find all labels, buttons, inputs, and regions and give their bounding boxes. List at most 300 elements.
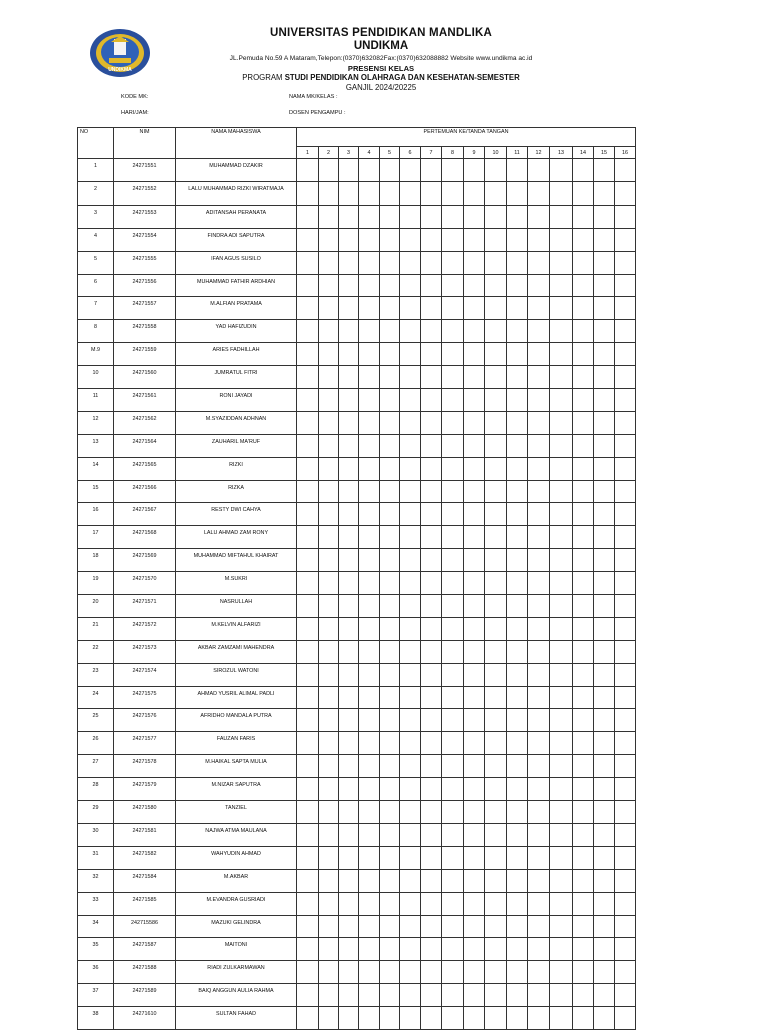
signature-cell[interactable] — [339, 938, 359, 961]
signature-cell[interactable] — [297, 823, 319, 846]
signature-cell[interactable] — [528, 732, 550, 755]
signature-cell[interactable] — [528, 297, 550, 320]
signature-cell[interactable] — [594, 869, 615, 892]
signature-cell[interactable] — [319, 503, 339, 526]
signature-cell[interactable] — [573, 251, 594, 274]
signature-cell[interactable] — [319, 320, 339, 343]
signature-cell[interactable] — [464, 480, 485, 503]
signature-cell[interactable] — [507, 549, 528, 572]
signature-cell[interactable] — [615, 709, 636, 732]
signature-cell[interactable] — [485, 984, 507, 1007]
signature-cell[interactable] — [400, 320, 421, 343]
signature-cell[interactable] — [485, 389, 507, 412]
signature-cell[interactable] — [485, 801, 507, 824]
signature-cell[interactable] — [380, 320, 400, 343]
signature-cell[interactable] — [442, 274, 464, 297]
signature-cell[interactable] — [297, 274, 319, 297]
signature-cell[interactable] — [615, 434, 636, 457]
signature-cell[interactable] — [573, 938, 594, 961]
signature-cell[interactable] — [297, 389, 319, 412]
signature-cell[interactable] — [615, 869, 636, 892]
signature-cell[interactable] — [528, 526, 550, 549]
signature-cell[interactable] — [359, 869, 380, 892]
signature-cell[interactable] — [485, 755, 507, 778]
signature-cell[interactable] — [594, 663, 615, 686]
signature-cell[interactable] — [464, 1007, 485, 1030]
signature-cell[interactable] — [442, 228, 464, 251]
signature-cell[interactable] — [400, 389, 421, 412]
signature-cell[interactable] — [464, 549, 485, 572]
signature-cell[interactable] — [507, 251, 528, 274]
signature-cell[interactable] — [319, 663, 339, 686]
signature-cell[interactable] — [400, 595, 421, 618]
signature-cell[interactable] — [359, 801, 380, 824]
signature-cell[interactable] — [615, 732, 636, 755]
signature-cell[interactable] — [485, 572, 507, 595]
signature-cell[interactable] — [573, 709, 594, 732]
signature-cell[interactable] — [550, 205, 573, 228]
signature-cell[interactable] — [421, 480, 442, 503]
signature-cell[interactable] — [319, 686, 339, 709]
signature-cell[interactable] — [380, 389, 400, 412]
signature-cell[interactable] — [319, 938, 339, 961]
signature-cell[interactable] — [485, 663, 507, 686]
signature-cell[interactable] — [594, 640, 615, 663]
signature-cell[interactable] — [400, 159, 421, 182]
signature-cell[interactable] — [421, 732, 442, 755]
signature-cell[interactable] — [442, 457, 464, 480]
signature-cell[interactable] — [615, 572, 636, 595]
signature-cell[interactable] — [400, 228, 421, 251]
signature-cell[interactable] — [297, 595, 319, 618]
signature-cell[interactable] — [380, 686, 400, 709]
signature-cell[interactable] — [507, 297, 528, 320]
signature-cell[interactable] — [550, 755, 573, 778]
signature-cell[interactable] — [550, 181, 573, 205]
signature-cell[interactable] — [550, 915, 573, 938]
signature-cell[interactable] — [528, 709, 550, 732]
signature-cell[interactable] — [339, 434, 359, 457]
signature-cell[interactable] — [464, 984, 485, 1007]
signature-cell[interactable] — [400, 366, 421, 389]
signature-cell[interactable] — [528, 228, 550, 251]
signature-cell[interactable] — [380, 343, 400, 366]
signature-cell[interactable] — [380, 411, 400, 434]
signature-cell[interactable] — [359, 961, 380, 984]
signature-cell[interactable] — [297, 984, 319, 1007]
signature-cell[interactable] — [507, 984, 528, 1007]
signature-cell[interactable] — [442, 732, 464, 755]
signature-cell[interactable] — [485, 181, 507, 205]
signature-cell[interactable] — [339, 778, 359, 801]
signature-cell[interactable] — [359, 732, 380, 755]
signature-cell[interactable] — [297, 572, 319, 595]
signature-cell[interactable] — [485, 1007, 507, 1030]
signature-cell[interactable] — [421, 1007, 442, 1030]
signature-cell[interactable] — [507, 389, 528, 412]
signature-cell[interactable] — [485, 549, 507, 572]
signature-cell[interactable] — [464, 961, 485, 984]
signature-cell[interactable] — [550, 1007, 573, 1030]
signature-cell[interactable] — [573, 503, 594, 526]
signature-cell[interactable] — [421, 389, 442, 412]
signature-cell[interactable] — [359, 411, 380, 434]
signature-cell[interactable] — [359, 549, 380, 572]
signature-cell[interactable] — [550, 846, 573, 869]
signature-cell[interactable] — [615, 320, 636, 343]
signature-cell[interactable] — [421, 411, 442, 434]
signature-cell[interactable] — [615, 343, 636, 366]
signature-cell[interactable] — [421, 938, 442, 961]
signature-cell[interactable] — [319, 205, 339, 228]
signature-cell[interactable] — [421, 915, 442, 938]
signature-cell[interactable] — [319, 709, 339, 732]
signature-cell[interactable] — [442, 801, 464, 824]
signature-cell[interactable] — [615, 228, 636, 251]
signature-cell[interactable] — [573, 961, 594, 984]
signature-cell[interactable] — [380, 366, 400, 389]
signature-cell[interactable] — [464, 823, 485, 846]
signature-cell[interactable] — [528, 205, 550, 228]
signature-cell[interactable] — [615, 480, 636, 503]
signature-cell[interactable] — [421, 686, 442, 709]
signature-cell[interactable] — [319, 457, 339, 480]
signature-cell[interactable] — [464, 228, 485, 251]
signature-cell[interactable] — [400, 526, 421, 549]
signature-cell[interactable] — [485, 274, 507, 297]
signature-cell[interactable] — [507, 205, 528, 228]
signature-cell[interactable] — [421, 434, 442, 457]
signature-cell[interactable] — [615, 457, 636, 480]
signature-cell[interactable] — [485, 709, 507, 732]
signature-cell[interactable] — [573, 640, 594, 663]
signature-cell[interactable] — [573, 595, 594, 618]
signature-cell[interactable] — [400, 434, 421, 457]
signature-cell[interactable] — [421, 617, 442, 640]
signature-cell[interactable] — [464, 274, 485, 297]
signature-cell[interactable] — [442, 572, 464, 595]
signature-cell[interactable] — [528, 480, 550, 503]
signature-cell[interactable] — [339, 480, 359, 503]
signature-cell[interactable] — [594, 503, 615, 526]
signature-cell[interactable] — [464, 915, 485, 938]
signature-cell[interactable] — [297, 892, 319, 915]
signature-cell[interactable] — [359, 366, 380, 389]
signature-cell[interactable] — [400, 205, 421, 228]
signature-cell[interactable] — [594, 686, 615, 709]
signature-cell[interactable] — [297, 709, 319, 732]
signature-cell[interactable] — [339, 892, 359, 915]
signature-cell[interactable] — [528, 503, 550, 526]
signature-cell[interactable] — [464, 205, 485, 228]
signature-cell[interactable] — [297, 938, 319, 961]
signature-cell[interactable] — [442, 389, 464, 412]
signature-cell[interactable] — [485, 320, 507, 343]
signature-cell[interactable] — [594, 709, 615, 732]
signature-cell[interactable] — [442, 686, 464, 709]
signature-cell[interactable] — [421, 892, 442, 915]
signature-cell[interactable] — [319, 526, 339, 549]
signature-cell[interactable] — [573, 686, 594, 709]
signature-cell[interactable] — [442, 595, 464, 618]
signature-cell[interactable] — [573, 320, 594, 343]
signature-cell[interactable] — [421, 755, 442, 778]
signature-cell[interactable] — [339, 297, 359, 320]
signature-cell[interactable] — [550, 732, 573, 755]
signature-cell[interactable] — [442, 480, 464, 503]
signature-cell[interactable] — [421, 572, 442, 595]
signature-cell[interactable] — [485, 915, 507, 938]
signature-cell[interactable] — [400, 572, 421, 595]
signature-cell[interactable] — [400, 846, 421, 869]
signature-cell[interactable] — [615, 1007, 636, 1030]
signature-cell[interactable] — [550, 503, 573, 526]
signature-cell[interactable] — [339, 961, 359, 984]
signature-cell[interactable] — [442, 503, 464, 526]
signature-cell[interactable] — [442, 297, 464, 320]
signature-cell[interactable] — [573, 480, 594, 503]
signature-cell[interactable] — [507, 617, 528, 640]
signature-cell[interactable] — [380, 617, 400, 640]
signature-cell[interactable] — [573, 159, 594, 182]
signature-cell[interactable] — [442, 251, 464, 274]
signature-cell[interactable] — [297, 1007, 319, 1030]
signature-cell[interactable] — [442, 984, 464, 1007]
signature-cell[interactable] — [400, 755, 421, 778]
signature-cell[interactable] — [615, 389, 636, 412]
signature-cell[interactable] — [297, 778, 319, 801]
signature-cell[interactable] — [297, 434, 319, 457]
signature-cell[interactable] — [507, 1007, 528, 1030]
signature-cell[interactable] — [339, 686, 359, 709]
signature-cell[interactable] — [507, 892, 528, 915]
signature-cell[interactable] — [594, 846, 615, 869]
signature-cell[interactable] — [550, 320, 573, 343]
signature-cell[interactable] — [359, 274, 380, 297]
signature-cell[interactable] — [573, 732, 594, 755]
signature-cell[interactable] — [550, 709, 573, 732]
signature-cell[interactable] — [594, 938, 615, 961]
signature-cell[interactable] — [442, 869, 464, 892]
signature-cell[interactable] — [421, 801, 442, 824]
signature-cell[interactable] — [380, 228, 400, 251]
signature-cell[interactable] — [594, 343, 615, 366]
signature-cell[interactable] — [297, 755, 319, 778]
signature-cell[interactable] — [380, 549, 400, 572]
signature-cell[interactable] — [339, 915, 359, 938]
signature-cell[interactable] — [615, 984, 636, 1007]
signature-cell[interactable] — [339, 572, 359, 595]
signature-cell[interactable] — [594, 892, 615, 915]
signature-cell[interactable] — [464, 869, 485, 892]
signature-cell[interactable] — [359, 663, 380, 686]
signature-cell[interactable] — [594, 457, 615, 480]
signature-cell[interactable] — [359, 755, 380, 778]
signature-cell[interactable] — [594, 480, 615, 503]
signature-cell[interactable] — [297, 181, 319, 205]
signature-cell[interactable] — [464, 343, 485, 366]
signature-cell[interactable] — [464, 297, 485, 320]
signature-cell[interactable] — [339, 640, 359, 663]
signature-cell[interactable] — [550, 640, 573, 663]
signature-cell[interactable] — [297, 251, 319, 274]
signature-cell[interactable] — [507, 595, 528, 618]
signature-cell[interactable] — [400, 503, 421, 526]
signature-cell[interactable] — [380, 595, 400, 618]
signature-cell[interactable] — [507, 320, 528, 343]
signature-cell[interactable] — [339, 709, 359, 732]
signature-cell[interactable] — [319, 549, 339, 572]
signature-cell[interactable] — [615, 595, 636, 618]
signature-cell[interactable] — [400, 961, 421, 984]
signature-cell[interactable] — [464, 411, 485, 434]
signature-cell[interactable] — [615, 846, 636, 869]
signature-cell[interactable] — [400, 732, 421, 755]
signature-cell[interactable] — [507, 526, 528, 549]
signature-cell[interactable] — [615, 915, 636, 938]
signature-cell[interactable] — [319, 389, 339, 412]
signature-cell[interactable] — [359, 205, 380, 228]
signature-cell[interactable] — [380, 732, 400, 755]
signature-cell[interactable] — [297, 228, 319, 251]
signature-cell[interactable] — [442, 366, 464, 389]
signature-cell[interactable] — [380, 181, 400, 205]
signature-cell[interactable] — [615, 159, 636, 182]
signature-cell[interactable] — [550, 595, 573, 618]
signature-cell[interactable] — [507, 503, 528, 526]
signature-cell[interactable] — [380, 984, 400, 1007]
signature-cell[interactable] — [573, 1007, 594, 1030]
signature-cell[interactable] — [442, 663, 464, 686]
signature-cell[interactable] — [400, 778, 421, 801]
signature-cell[interactable] — [507, 709, 528, 732]
signature-cell[interactable] — [421, 366, 442, 389]
signature-cell[interactable] — [528, 343, 550, 366]
signature-cell[interactable] — [550, 159, 573, 182]
signature-cell[interactable] — [528, 755, 550, 778]
signature-cell[interactable] — [528, 801, 550, 824]
signature-cell[interactable] — [339, 732, 359, 755]
signature-cell[interactable] — [400, 297, 421, 320]
signature-cell[interactable] — [528, 823, 550, 846]
signature-cell[interactable] — [319, 274, 339, 297]
signature-cell[interactable] — [380, 457, 400, 480]
signature-cell[interactable] — [442, 915, 464, 938]
signature-cell[interactable] — [442, 617, 464, 640]
signature-cell[interactable] — [421, 595, 442, 618]
signature-cell[interactable] — [359, 297, 380, 320]
signature-cell[interactable] — [615, 297, 636, 320]
signature-cell[interactable] — [421, 778, 442, 801]
signature-cell[interactable] — [400, 274, 421, 297]
signature-cell[interactable] — [485, 480, 507, 503]
signature-cell[interactable] — [464, 503, 485, 526]
signature-cell[interactable] — [442, 823, 464, 846]
signature-cell[interactable] — [573, 869, 594, 892]
signature-cell[interactable] — [528, 549, 550, 572]
signature-cell[interactable] — [464, 801, 485, 824]
signature-cell[interactable] — [380, 526, 400, 549]
signature-cell[interactable] — [400, 869, 421, 892]
signature-cell[interactable] — [380, 503, 400, 526]
signature-cell[interactable] — [485, 892, 507, 915]
signature-cell[interactable] — [550, 869, 573, 892]
signature-cell[interactable] — [550, 434, 573, 457]
signature-cell[interactable] — [319, 366, 339, 389]
signature-cell[interactable] — [421, 503, 442, 526]
signature-cell[interactable] — [550, 549, 573, 572]
signature-cell[interactable] — [400, 686, 421, 709]
signature-cell[interactable] — [319, 572, 339, 595]
signature-cell[interactable] — [442, 938, 464, 961]
signature-cell[interactable] — [297, 343, 319, 366]
signature-cell[interactable] — [400, 801, 421, 824]
signature-cell[interactable] — [615, 938, 636, 961]
signature-cell[interactable] — [359, 457, 380, 480]
signature-cell[interactable] — [421, 846, 442, 869]
signature-cell[interactable] — [380, 640, 400, 663]
signature-cell[interactable] — [615, 617, 636, 640]
signature-cell[interactable] — [400, 480, 421, 503]
signature-cell[interactable] — [359, 572, 380, 595]
signature-cell[interactable] — [339, 366, 359, 389]
signature-cell[interactable] — [464, 434, 485, 457]
signature-cell[interactable] — [507, 480, 528, 503]
signature-cell[interactable] — [400, 549, 421, 572]
signature-cell[interactable] — [485, 732, 507, 755]
signature-cell[interactable] — [319, 778, 339, 801]
signature-cell[interactable] — [297, 205, 319, 228]
signature-cell[interactable] — [464, 938, 485, 961]
signature-cell[interactable] — [573, 205, 594, 228]
signature-cell[interactable] — [319, 984, 339, 1007]
signature-cell[interactable] — [550, 778, 573, 801]
signature-cell[interactable] — [421, 159, 442, 182]
signature-cell[interactable] — [442, 1007, 464, 1030]
signature-cell[interactable] — [507, 801, 528, 824]
signature-cell[interactable] — [380, 709, 400, 732]
signature-cell[interactable] — [528, 640, 550, 663]
signature-cell[interactable] — [550, 984, 573, 1007]
signature-cell[interactable] — [380, 846, 400, 869]
signature-cell[interactable] — [442, 411, 464, 434]
signature-cell[interactable] — [297, 480, 319, 503]
signature-cell[interactable] — [297, 801, 319, 824]
signature-cell[interactable] — [339, 389, 359, 412]
signature-cell[interactable] — [442, 892, 464, 915]
signature-cell[interactable] — [359, 181, 380, 205]
signature-cell[interactable] — [573, 549, 594, 572]
signature-cell[interactable] — [400, 915, 421, 938]
signature-cell[interactable] — [594, 526, 615, 549]
signature-cell[interactable] — [573, 274, 594, 297]
signature-cell[interactable] — [528, 892, 550, 915]
signature-cell[interactable] — [507, 457, 528, 480]
signature-cell[interactable] — [421, 961, 442, 984]
signature-cell[interactable] — [485, 411, 507, 434]
signature-cell[interactable] — [464, 572, 485, 595]
signature-cell[interactable] — [442, 846, 464, 869]
signature-cell[interactable] — [550, 526, 573, 549]
signature-cell[interactable] — [442, 159, 464, 182]
signature-cell[interactable] — [573, 892, 594, 915]
signature-cell[interactable] — [319, 595, 339, 618]
signature-cell[interactable] — [297, 846, 319, 869]
signature-cell[interactable] — [528, 251, 550, 274]
signature-cell[interactable] — [339, 823, 359, 846]
signature-cell[interactable] — [421, 984, 442, 1007]
signature-cell[interactable] — [464, 595, 485, 618]
